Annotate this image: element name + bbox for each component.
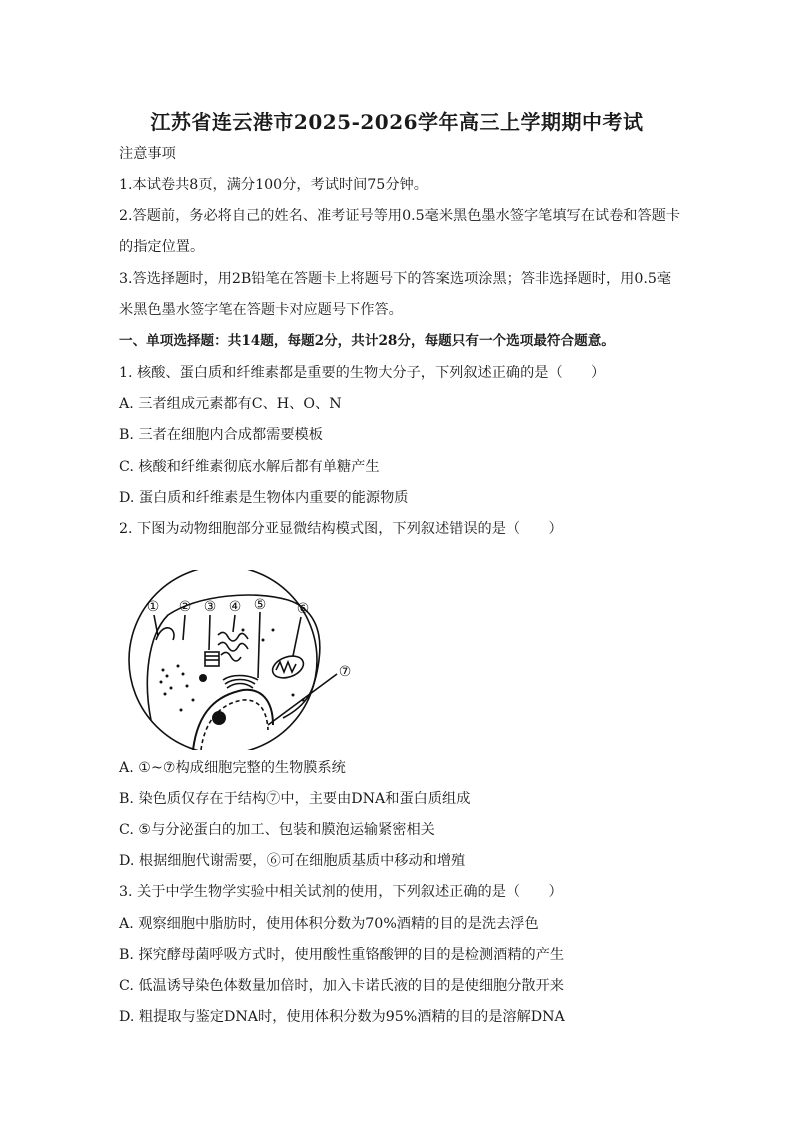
question-3-option-a: A. 观察细胞中脂肪时，使用体积分数为70%酒精的目的是洗去浮色 bbox=[119, 916, 539, 932]
page-title: 江苏省连云港市2025-2026学年高三上学期期中考试 bbox=[150, 110, 644, 134]
figure-label-4: ④ bbox=[228, 599, 242, 615]
question-1-stem: 1. 核酸、蛋白质和纤维素都是重要的生物大分子，下列叙述正确的是（ ） bbox=[119, 365, 606, 381]
question-2-option-d: D. 根据细胞代谢需要，⑥可在细胞质基质中移动和增殖 bbox=[119, 853, 466, 869]
question-3-stem: 3. 关于中学生物学实验中相关试剂的使用，下列叙述正确的是（ ） bbox=[119, 884, 563, 900]
question-1-option-b: B. 三者在细胞内合成都需要模板 bbox=[119, 427, 323, 443]
figure-label-7: ⑦ bbox=[338, 664, 352, 680]
notice-line-2: 2.答题前，务必将自己的姓名、准考证号等用0.5毫米黑色墨水签字笔填写在试卷和答题卡 bbox=[119, 208, 681, 224]
question-2-option-b: B. 染色质仅存在于结构⑦中，主要由DNA和蛋白质组成 bbox=[119, 791, 471, 807]
notice-line-3-cont: 米黑色墨水签字笔在答题卡对应题号下作答。 bbox=[119, 302, 403, 318]
section-heading: 一、单项选择题：共14题，每题2分，共计28分，每题只有一个选项最符合题意。 bbox=[119, 333, 615, 349]
figure-label-2: ② bbox=[178, 599, 192, 615]
figure-label-6: ⑥ bbox=[296, 601, 310, 617]
question-3-option-b: B. 探究酵母菌呼吸方式时，使用酸性重铬酸钾的目的是检测酒精的产生 bbox=[119, 947, 565, 963]
figure-label-1: ① bbox=[146, 599, 160, 615]
question-1-option-c: C. 核酸和纤维素彻底水解后都有单糖产生 bbox=[119, 459, 380, 475]
question-1-option-a: A. 三者组成元素都有C、H、O、N bbox=[119, 396, 342, 412]
figure-label-3: ③ bbox=[203, 599, 217, 615]
question-2-option-a: A. ①~⑦构成细胞完整的生物膜系统 bbox=[119, 760, 346, 776]
notice-heading: 注意事项 bbox=[119, 146, 176, 162]
question-1-option-d: D. 蛋白质和纤维素是生物体内重要的能源物质 bbox=[119, 490, 409, 506]
notice-line-1: 1.本试卷共8页，满分100分，考试时间75分钟。 bbox=[119, 177, 428, 193]
question-2-option-c: C. ⑤与分泌蛋白的加工、包装和膜泡运输紧密相关 bbox=[119, 822, 435, 838]
notice-line-2-cont: 的指定位置。 bbox=[119, 239, 205, 255]
notice-line-3: 3.答选择题时，用2B铅笔在答题卡上将题号下的答案选项涂黑；答非选择题时，用0.5毫 bbox=[119, 271, 672, 287]
figure-label-5: ⑤ bbox=[253, 597, 267, 613]
question-2-stem: 2. 下图为动物细胞部分亚显微结构模式图，下列叙述错误的是（ ） bbox=[119, 521, 563, 537]
question-3-option-c: C. 低温诱导染色体数量加倍时，加入卡诺氏液的目的是使细胞分散开来 bbox=[119, 978, 564, 994]
cell-diagram bbox=[123, 570, 363, 750]
question-3-option-d: D. 粗提取与鉴定DNA时，使用体积分数为95%酒精的目的是溶解DNA bbox=[119, 1009, 565, 1025]
